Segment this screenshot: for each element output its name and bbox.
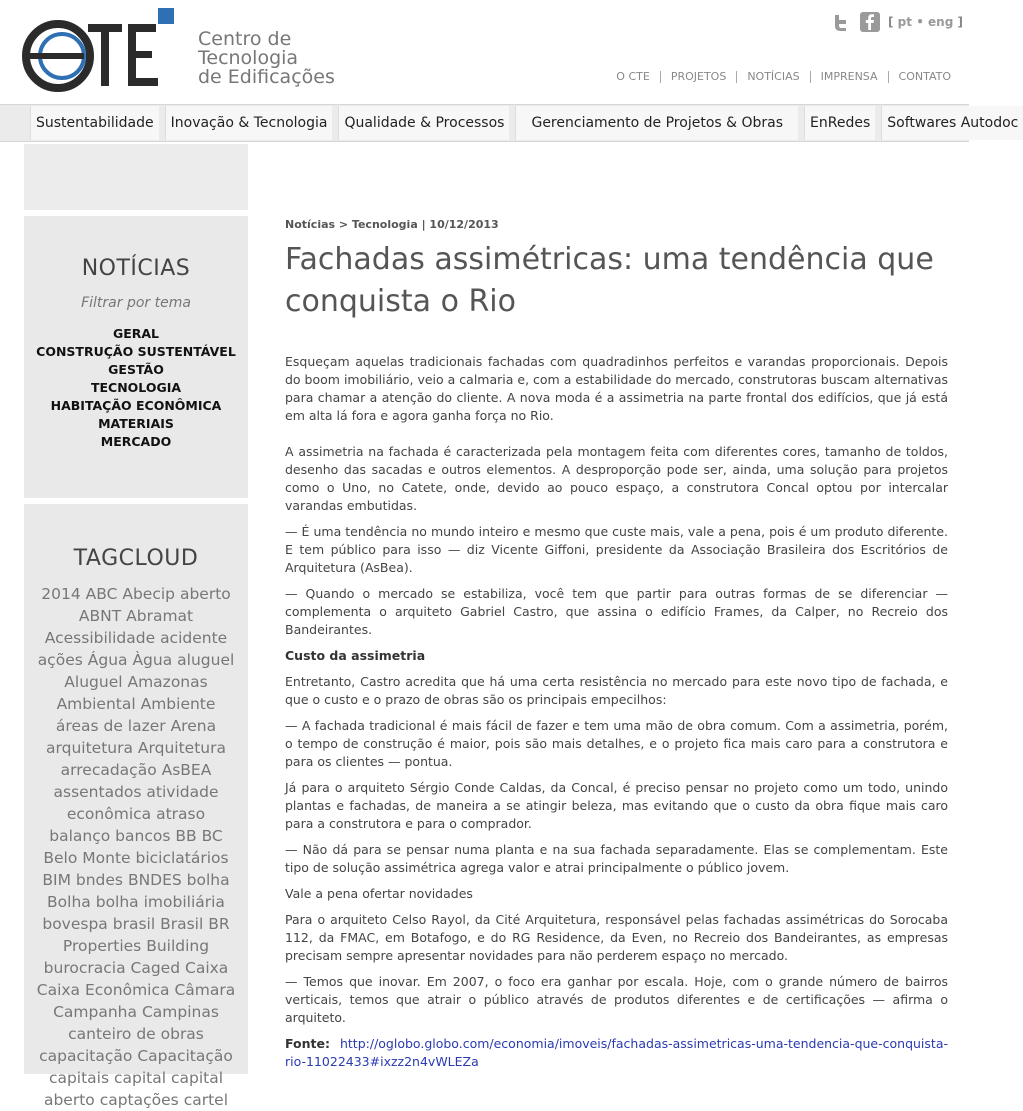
topnav-o-cte[interactable]: O CTE: [616, 70, 650, 83]
article: [285, 218, 948, 1071]
tag-link[interactable]: áreas de lazer: [55, 717, 166, 735]
tag-link[interactable]: cartel: [183, 1091, 229, 1109]
category-construcao-sustentavel[interactable]: CONSTRUÇÃO SUSTENTÁVEL: [36, 344, 236, 359]
category-habitacao-economica[interactable]: HABITAÇÃO ECONÔMICA: [50, 398, 222, 413]
tag-link[interactable]: Abecip: [122, 585, 176, 603]
paragraph: A assimetria na fachada é caracterizada pela montagem feita com diferentes cores, tamanho de toldos, desenho das sacadas e outros elementos. A desproporção pode ser, ainda, uma solução para projetos como o Uno, no Catete, onde, devido ao pouco espaço, a construtora Concal optou por intercalar varandas embutidas.: [285, 444, 948, 513]
article-title: Fachadas assimétricas: uma tendência que conquista o Rio: [285, 242, 934, 319]
article-body: [285, 353, 948, 1071]
tag-link[interactable]: capital aberto: [43, 1069, 224, 1109]
subheading: Custo da assimetria: [285, 648, 426, 663]
sidebar-top-block: [24, 144, 248, 210]
tag-link[interactable]: Abramat: [126, 607, 194, 625]
topnav-contato[interactable]: CONTATO: [888, 71, 961, 83]
paragraph: Já para o arquiteto Sérgio Conde Caldas, da Concal, é preciso pensar no projeto como um todo, unindo plantas e fachadas, de maneira a se atingir beleza, mas evitando que o custo da obra fique mais caro para a construtora e para o comprador.: [285, 780, 948, 831]
paragraph: Para o arquiteto Celso Rayol, da Cité Arquitetura, responsável pelas fachadas assimétricas do Sorocaba 112, da FMAC, em Botafogo, e do RG Residence, da Even, no Recreio dos Bandeirantes, as empresas precisam sempre apresentar novidades para não perderem espaço no mercado.: [285, 912, 948, 963]
tag-link[interactable]: bndes: [75, 871, 123, 889]
logo-line: Tecnologia: [198, 47, 299, 69]
tag-link[interactable]: balanço: [49, 827, 111, 845]
topnav-noticias[interactable]: NOTÍCIAS: [736, 71, 809, 83]
tag-link[interactable]: 2014: [41, 585, 81, 603]
tag-link[interactable]: Ambiente: [140, 695, 216, 713]
social-bar: [832, 12, 963, 32]
tag-link[interactable]: atividade econômica: [66, 783, 219, 823]
tag-link[interactable]: biciclatários: [135, 849, 229, 867]
category-materiais[interactable]: MATERIAIS: [98, 416, 174, 431]
filter-label: Filtrar por tema: [81, 295, 191, 311]
cte-logo[interactable]: [22, 6, 335, 94]
category-tecnologia[interactable]: TECNOLOGIA: [90, 380, 182, 395]
tag-link[interactable]: brasil: [112, 915, 156, 933]
category-list: [24, 325, 248, 451]
lang-eng[interactable]: eng: [928, 15, 954, 29]
tag-link[interactable]: Capacitação: [137, 1047, 233, 1065]
source: [285, 1035, 948, 1071]
tagcloud-title: TAGCLOUD: [73, 546, 199, 571]
tag-link[interactable]: Caged: [130, 959, 181, 977]
category-gestao[interactable]: GESTÃO: [108, 362, 164, 377]
tag-link[interactable]: arquitetura: [46, 739, 133, 757]
tag-link[interactable]: Caixa Econômica: [36, 981, 170, 999]
logo-line: Centro de: [198, 28, 292, 50]
tagcloud-box: [24, 504, 248, 1109]
news-title: NOTÍCIAS: [81, 256, 191, 281]
tag-link[interactable]: Caixa: [185, 959, 229, 977]
tag-link[interactable]: BC: [201, 827, 223, 845]
breadcrumb: Notícias > Tecnologia | 10/12/2013: [285, 218, 499, 231]
menu-inovacao-tecnologia[interactable]: Inovação & Tecnologia: [165, 106, 333, 140]
facebook-icon[interactable]: [860, 12, 880, 32]
paragraph: — É uma tendência no mundo inteiro e mesmo que custe mais, vale a pena, pois é um produto diferente. E tem público para isso — diz Vicente Giffoni, presidente da Associação Brasileira dos Escritórios de Arquitetura (AsBea).: [285, 524, 948, 575]
tag-link[interactable]: BB: [175, 827, 197, 845]
logo-line: de Edificações: [198, 66, 335, 88]
sidebar: [24, 144, 248, 1109]
lang-separator: •: [916, 15, 924, 29]
tag-link[interactable]: capitais: [48, 1069, 110, 1087]
lang-pt[interactable]: pt: [897, 15, 912, 29]
category-geral[interactable]: GERAL: [112, 326, 160, 341]
tag-link[interactable]: burocracia: [43, 959, 126, 977]
news-filter-box: [24, 216, 248, 498]
menu-sustentabilidade[interactable]: Sustentabilidade: [30, 106, 159, 140]
tag-list: [24, 571, 248, 1111]
paragraph: Entretanto, Castro acredita que há uma certa resistência no mercado para este novo tipo de fachada, e que o custo e o prazo de obras são os principais empecilhos:: [285, 674, 948, 707]
tag-link[interactable]: aluguel: [177, 651, 235, 669]
paragraph: Esqueçam aquelas tradicionais fachadas com quadradinhos perfeitos e varandas proporcionais. Depois do boom imobiliário, veio a calmaria e, com a estabilidade do mercado, construtoras buscam alternativas para chamar a atenção do cliente. A nova moda é a assimetria na parte frontal dos edifícios, que já está em alta lá fora e agora ganha força no Rio.: [285, 354, 948, 423]
menu-gerenciamento-projetos-obras[interactable]: Gerenciamento de Projetos & Obras: [515, 106, 798, 140]
main-menu: [0, 104, 1019, 142]
tag-link[interactable]: captações: [99, 1091, 179, 1109]
topnav-imprensa[interactable]: IMPRENSA: [810, 71, 888, 83]
tag-link[interactable]: Brasil: [160, 915, 204, 933]
tag-link[interactable]: Amazonas: [127, 673, 208, 691]
paragraph: — Quando o mercado se estabiliza, você tem que partir para outras formas de se diferenciar — complementa o arquiteto Gabriel Castro, que assina o edifício Frames, da Calper, no Recreio dos Bandeirantes.: [285, 586, 948, 637]
tag-link[interactable]: bolha: [186, 871, 230, 889]
tag-link[interactable]: bovespa: [42, 915, 108, 933]
tag-link[interactable]: acidente: [160, 629, 228, 647]
tag-link[interactable]: capital: [114, 1069, 167, 1087]
paragraph: — Não dá para se pensar numa planta e na sua fachada separadamente. Elas se complementam. Este tipo de solução assimétrica agrega valor e atrai principalmente o público jovem.: [285, 842, 948, 875]
tag-link[interactable]: ABC: [85, 585, 118, 603]
tag-link[interactable]: Aluguel: [64, 673, 123, 691]
tag-link[interactable]: bancos: [115, 827, 171, 845]
paragraph: — Temos que inovar. Em 2007, o foco era ganhar por escala. Hoje, com o grande número de bairros verticais, temos que atrair o público através de produtos diferentes e de certificações — afirma o arquiteto.: [285, 974, 948, 1025]
tag-link[interactable]: Bolha: [47, 893, 91, 911]
language-switch: [ pt • eng ]: [888, 15, 963, 29]
tag-link[interactable]: Ambiental: [56, 695, 136, 713]
menu-enredes[interactable]: EnRedes: [804, 106, 875, 140]
tag-link[interactable]: BIM: [42, 871, 71, 889]
tag-link[interactable]: ABNT: [78, 607, 122, 625]
tag-link[interactable]: capacitação: [39, 1047, 133, 1065]
tag-link[interactable]: ações: [37, 651, 83, 669]
menu-qualidade-processos[interactable]: Qualidade & Processos: [338, 106, 509, 140]
tag-link[interactable]: arrecadação: [60, 761, 157, 779]
tag-link[interactable]: Belo Monte: [43, 849, 131, 867]
tag-link[interactable]: Câmara: [174, 981, 236, 999]
tag-link[interactable]: canteiro de obras: [68, 1025, 204, 1043]
subheading: Vale a pena ofertar novidades: [285, 886, 473, 901]
tag-link[interactable]: Acessibilidade: [44, 629, 156, 647]
paragraph: — A fachada tradicional é mais fácil de fazer e tem uma mão de obra comum. Com a assimetria, porém, o tempo de construção é maior, pois são mais detalhes, e o projeto fica mais caro para a construtora e para os clientes — pontua.: [285, 718, 948, 769]
topnav-projetos[interactable]: PROJETOS: [660, 71, 737, 83]
tag-link[interactable]: BNDES: [127, 871, 182, 889]
menu-softwares-autodoc[interactable]: Softwares Autodoc: [881, 106, 1023, 140]
tag-link[interactable]: Campinas: [141, 1003, 219, 1021]
tag-link[interactable]: Building: [146, 937, 210, 955]
top-nav: [606, 71, 961, 83]
twitter-icon[interactable]: [832, 12, 852, 32]
source-label: Fonte:: [285, 1036, 330, 1051]
tag-link[interactable]: atraso: [156, 805, 206, 823]
category-mercado[interactable]: MERCADO: [100, 434, 172, 449]
site-header: [0, 0, 969, 104]
tag-link[interactable]: assentados: [53, 783, 142, 801]
logo-text: [198, 30, 335, 87]
source-link[interactable]: http://oglobo.globo.com/economia/imoveis/fachadas-assimetricas-uma-tendencia-que-conquista-rio-11022433#ixzz2n4vWLEZa: [285, 1036, 948, 1069]
tag-link[interactable]: Arena: [170, 717, 217, 735]
tag-link[interactable]: Arquitetura: [137, 739, 226, 757]
tag-link[interactable]: Campanha: [53, 1003, 137, 1021]
tag-link[interactable]: AsBEA: [161, 761, 212, 779]
tag-link[interactable]: BR Properties: [62, 915, 230, 955]
cte-logo-mark: [22, 6, 192, 94]
tag-link[interactable]: Àgua: [132, 651, 173, 669]
tag-link[interactable]: Água: [87, 651, 128, 669]
tag-link[interactable]: aberto: [179, 585, 231, 603]
tag-link[interactable]: bolha imobiliária: [95, 893, 225, 911]
